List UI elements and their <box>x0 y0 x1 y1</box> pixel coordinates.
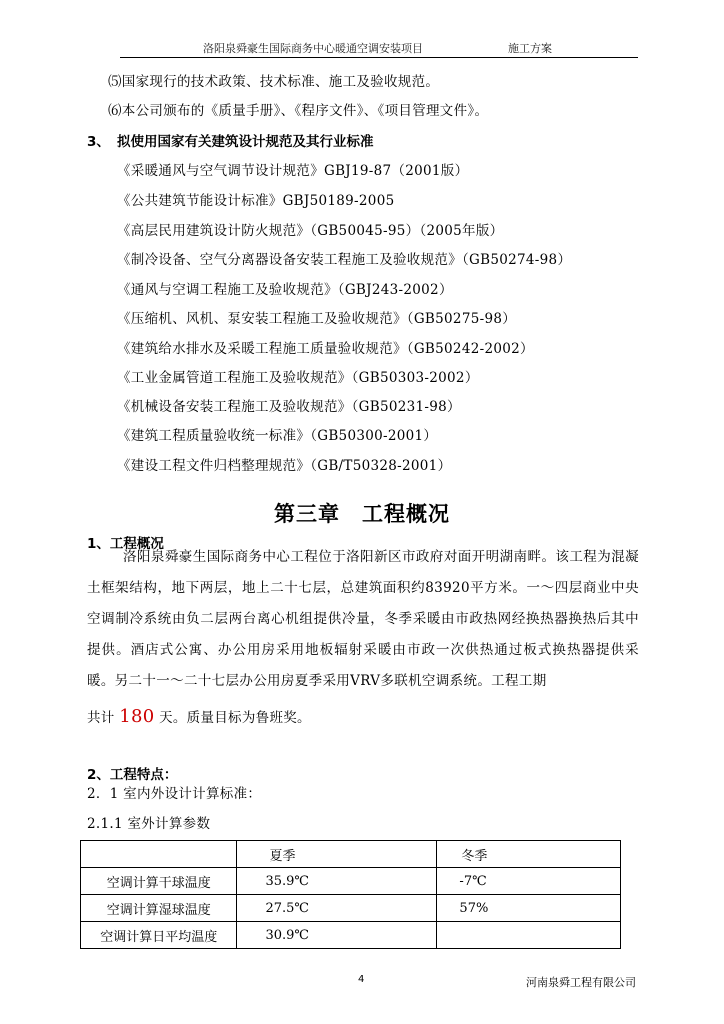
table-cell: -7℃ <box>437 868 621 895</box>
section-title: 拟使用国家有关建筑设计规范及其行业标准 <box>117 134 374 150</box>
standard-item: 《制冷设备、空气分离器设备安装工程施工及验收规范》（GB50274-98） <box>117 252 572 268</box>
outdoor-params-table <box>80 840 621 949</box>
standard-item: 《建筑给水排水及采暖工程施工质量验收规范》（GB50242-2002） <box>117 341 534 357</box>
table-header-cell: 夏季 <box>237 841 437 868</box>
footer-company: 河南泉舜工程有限公司 <box>526 976 636 989</box>
section-number: 3、 <box>87 134 110 150</box>
overview-heading: 1、工程概况 <box>87 536 164 552</box>
header-rule <box>120 57 638 58</box>
duration-days: 180 <box>119 706 155 727</box>
duration-suffix: 天。质量目标为鲁班奖。 <box>159 710 311 726</box>
standard-item: 《通风与空调工程施工及验收规范》（GBJ243-2002） <box>117 282 453 298</box>
table-header-row <box>81 841 621 868</box>
standard-item: 《公共建筑节能设计标准》GBJ50189-2005 <box>117 193 395 209</box>
standard-item: 《机械设备安装工程施工及验收规范》（GB50231-98） <box>117 399 461 415</box>
table-cell: 57% <box>437 895 621 922</box>
list-item: ⑹本公司颁布的《质量手册》、《程序文件》、《项目管理文件》。 <box>108 103 489 119</box>
features-heading: 2、工程特点： <box>87 767 178 783</box>
table-cell: 35.9℃ <box>237 868 437 895</box>
standard-item: 《压缩机、风机、泵安装工程施工及验收规范》（GB50275-98） <box>117 311 517 327</box>
table-row <box>81 868 621 895</box>
features-sub1: 2．1 室内外设计计算标准： <box>87 786 262 802</box>
standard-item: 《建筑工程质量验收统一标准》（GB50300-2001） <box>117 428 438 444</box>
features-sub2: 2.1.1 室外计算参数 <box>87 816 211 832</box>
table-cell: 空调计算日平均温度 <box>81 922 237 949</box>
table-header-cell: 冬季 <box>437 841 621 868</box>
standard-item: 《工业金属管道工程施工及验收规范》（GB50303-2002） <box>117 370 479 386</box>
page-number: 4 <box>358 974 365 985</box>
table-cell: 30.9℃ <box>237 922 437 949</box>
overview-paragraph <box>87 542 639 697</box>
header-project: 洛阳泉舜豪生国际商务中心暖通空调安装项目 <box>203 42 423 55</box>
duration-prefix: 共计 <box>87 710 115 726</box>
standard-item: 《采暖通风与空气调节设计规范》GBJ19-87（2001版） <box>117 163 469 179</box>
table-cell <box>437 922 621 949</box>
standard-item: 《建设工程文件归档整理规范》（GB/T50328-2001） <box>117 458 452 474</box>
overview-text: 洛阳泉舜豪生国际商务中心工程位于洛阳新区市政府对面开明湖南畔。该工程为混凝土框架结构，地下两层，地上二十七层，总建筑面积约83920平方米。一～四层商业中央空调制冷系统由负二层两台离心机组提供冷量，冬季采暖由市政热网经换热器换热后其中提供。酒店式公寓、办公用房采用地板辐射采暖由市政一次供热通过板式换热器提供采暖。另二十一～二十七层办公用房夏季采用VRV多联机空调系统。工程工期 <box>87 549 639 689</box>
table-cell: 空调计算干球温度 <box>81 868 237 895</box>
list-item: ⑸国家现行的技术政策、技术标准、施工及验收规范。 <box>108 74 440 90</box>
table-cell: 空调计算湿球温度 <box>81 895 237 922</box>
standard-item: 《高层民用建筑设计防火规范》（GB50045-95）（2005年版） <box>117 223 504 239</box>
table-row <box>81 895 621 922</box>
header-doc-type: 施工方案 <box>508 42 552 55</box>
table-row <box>81 922 621 949</box>
overview-duration <box>87 703 311 732</box>
chapter-title: 第三章 工程概况 <box>274 502 450 526</box>
table-header-cell <box>81 841 237 868</box>
table-cell: 27.5℃ <box>237 895 437 922</box>
